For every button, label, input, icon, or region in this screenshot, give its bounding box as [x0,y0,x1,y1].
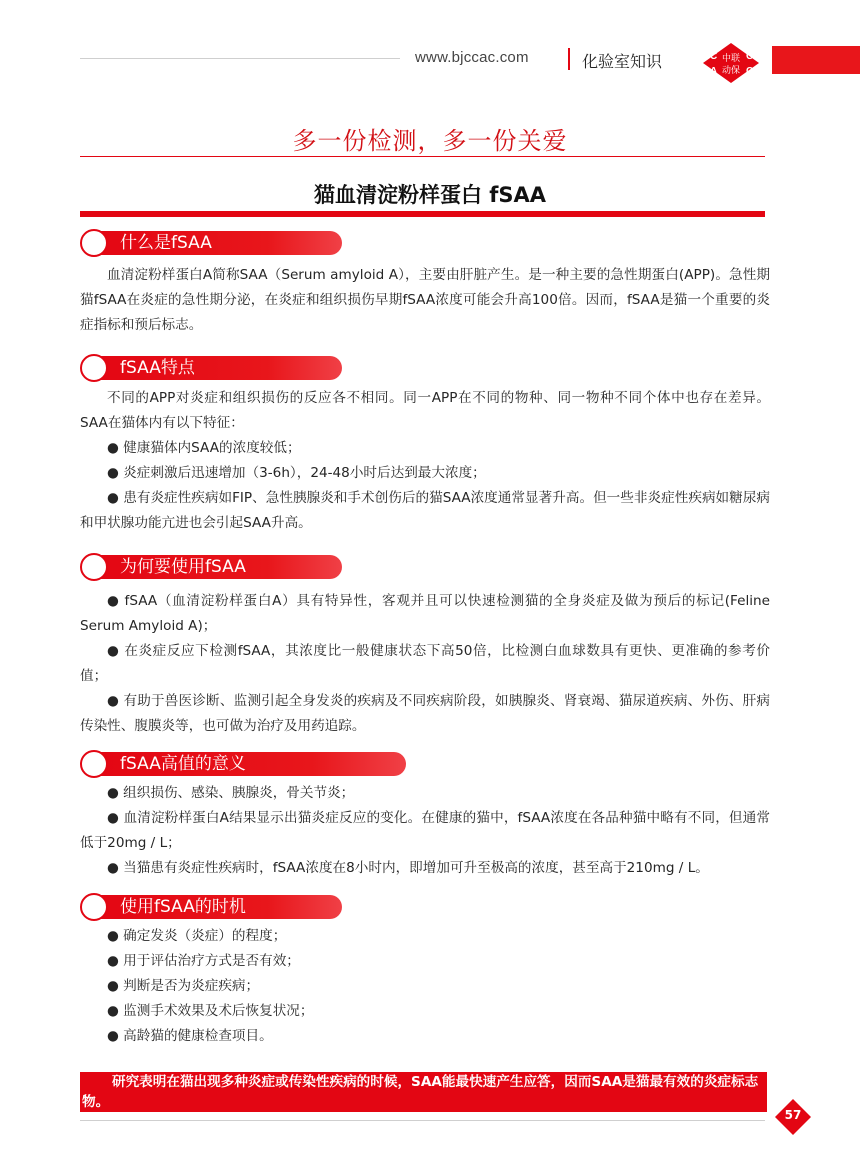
section-heading-label: 使用fSAA的时机 [120,897,246,917]
logo-letter-br: C [746,66,754,77]
section-heading [80,750,420,778]
section-heading [80,553,420,581]
section-bullet-icon [80,354,108,382]
slogan: 多一份检测，多一份关爱 [292,127,568,155]
bullet-item: ● 确定发炎（炎症）的程度； [107,928,287,944]
paragraph: 血清淀粉样蛋白A简称SAA（Serum amyloid A），主要由肝脏产生。是一种主要的急性期蛋白(APP)。急性期猫fSAA在炎症的急性期分泌，在炎症和组织损伤早期fSAA浓度可能会升高100倍。因而，fSAA是猫一个重要的炎症指标和预后标志。 [80,267,770,333]
conclusion-callout [80,1072,767,1112]
page-title: 猫血清淀粉样蛋白 fSAA [313,183,547,207]
slogan-underline [80,156,765,157]
bullet-item: ● 监测手术效果及术后恢复状况； [107,1003,314,1019]
logo-letter-tr: C [746,51,754,62]
conclusion-text: 研究表明在猫出现多种炎症或传染性疾病的时候，SAA能最快速产生应答，因而SAA是猫最有效的炎症标志物。 [82,1074,759,1110]
site-url[interactable]: www.bjccac.com [415,49,529,66]
section-heading-label: fSAA高值的意义 [120,754,246,774]
bullet-item: ● 当猫患有炎症性疾病时，fSAA浓度在8小时内，即增加可升至极高的浓度，甚至高于210mg / L。 [107,860,709,876]
page-number: 57 [784,1108,802,1122]
bullet-item: ● 组织损伤、感染、胰腺炎，骨关节炎； [107,785,355,801]
bullet-item: ● 炎症刺激后迅速增加（3-6h），24-48小时后达到最大浓度； [107,465,486,481]
section-bullet-icon [80,229,108,257]
logo-letter-bl: A [710,66,718,77]
bullet-item: ● 在炎症反应下检测fSAA，其浓度比一般健康状态下高50倍，比检测白血球数具有更快、更准确的参考价值； [80,643,770,684]
header-separator [568,48,570,70]
bullet-item: ● 高龄猫的健康检查项目。 [107,1028,273,1044]
section-heading [80,354,420,382]
bullet-item: ● fSAA（血清淀粉样蛋白A）具有特异性，客观并且可以快速检测猫的全身炎症及做为预后的标记(Feline Serum Amyloid A)； [80,593,770,634]
section-bullet-icon [80,750,108,778]
logo-text-top: 中联 [721,54,741,64]
bullet-item: ● 血清淀粉样蛋白A结果显示出猫炎症反应的变化。在健康的猫中，fSAA浓度在各品种猫中略有不同，但通常低于20mg / L； [80,810,770,851]
bullet-item: ● 健康猫体内SAA的浓度较低； [107,440,301,456]
section-body [80,781,770,881]
section-bullet-icon [80,553,108,581]
section-body [80,263,770,338]
logo-text-bottom: 动保 [721,66,741,76]
section-body [80,589,770,739]
section-heading-label: 为何要使用fSAA [120,557,246,577]
bullet-item: ● 有助于兽医诊断、监测引起全身发炎的疾病及不同疾病阶段，如胰腺炎、肾衰竭、猫尿道疾病、外伤、肝病传染性、腹膜炎等，也可做为治疗及用药追踪。 [80,693,770,734]
section-body [80,924,770,1049]
section-heading [80,229,420,257]
header-rule [80,58,400,59]
section-bullet-icon [80,893,108,921]
logo-letter-tl: C [710,51,718,62]
ccac-logo [702,42,760,84]
paragraph: 不同的APP对炎症和组织损伤的反应各不相同。同一APP在不同的物种、同一物种不同个体中也存在差异。SAA在猫体内有以下特征： [80,390,770,431]
title-bar [80,211,765,217]
section-body [80,386,770,536]
header-accent-bar [772,46,860,74]
bullet-item: ● 用于评估治疗方式是否有效； [107,953,300,969]
bullet-item: ● 判断是否为炎症疾病； [107,978,260,994]
section-heading-label: 什么是fSAA [120,233,212,253]
bullet-item: ● 患有炎症性疾病如FIP、急性胰腺炎和手术创伤后的猫SAA浓度通常显著升高。但一些非炎症性疾病如糖尿病和甲状腺功能亢进也会引起SAA升高。 [80,490,770,531]
section-heading-label: fSAA特点 [120,358,195,378]
header-section-label: 化验室知识 [582,52,663,71]
footer-rule [80,1120,765,1121]
section-heading [80,893,420,921]
